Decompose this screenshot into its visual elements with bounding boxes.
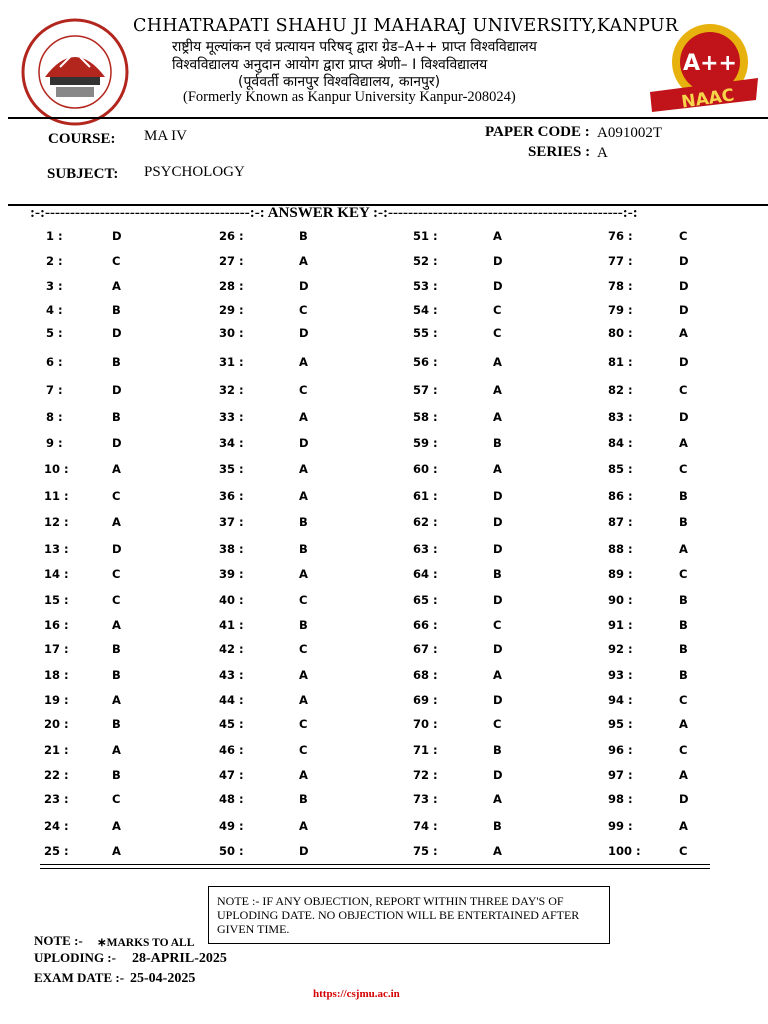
question-number: 28 : <box>219 279 244 293</box>
header-divider <box>8 117 768 119</box>
answer-option: C <box>493 326 502 340</box>
answer-option: B <box>112 410 121 424</box>
answer-option: A <box>112 462 121 476</box>
answer-option: B <box>112 768 121 782</box>
question-number: 97 : <box>608 768 633 782</box>
question-number: 79 : <box>608 303 633 317</box>
question-number: 62 : <box>413 515 438 529</box>
answer-option: A <box>493 383 502 397</box>
question-number: 21 : <box>44 743 69 757</box>
answer-option: A <box>299 668 308 682</box>
question-number: 50 : <box>219 844 244 858</box>
question-number: 74 : <box>413 819 438 833</box>
question-number: 10 : <box>44 462 69 476</box>
answer-option: C <box>112 792 121 806</box>
answer-option: B <box>112 642 121 656</box>
answer-option: C <box>679 462 688 476</box>
answer-option: B <box>493 743 502 757</box>
answer-option: D <box>112 326 122 340</box>
question-number: 48 : <box>219 792 244 806</box>
question-number: 81 : <box>608 355 633 369</box>
answer-option: D <box>493 768 503 782</box>
question-number: 75 : <box>413 844 438 858</box>
question-number: 2 : <box>46 254 63 268</box>
question-number: 91 : <box>608 618 633 632</box>
question-number: 88 : <box>608 542 633 556</box>
answer-option: B <box>299 515 308 529</box>
answer-option: C <box>112 254 121 268</box>
question-number: 95 : <box>608 717 633 731</box>
question-number: 63 : <box>413 542 438 556</box>
question-number: 55 : <box>413 326 438 340</box>
series-value: A <box>597 145 608 161</box>
answer-option: B <box>112 717 121 731</box>
answer-option: D <box>493 254 503 268</box>
question-number: 44 : <box>219 693 244 707</box>
question-number: 16 : <box>44 618 69 632</box>
answer-option: C <box>299 743 308 757</box>
question-number: 1 : <box>46 229 63 243</box>
question-number: 64 : <box>413 567 438 581</box>
question-number: 85 : <box>608 462 633 476</box>
exam-date-label: EXAM DATE :- <box>34 970 125 985</box>
question-number: 77 : <box>608 254 633 268</box>
question-number: 52 : <box>413 254 438 268</box>
answer-option: D <box>679 303 689 317</box>
question-number: 39 : <box>219 567 244 581</box>
answer-option: A <box>493 792 502 806</box>
grid-bottom-rule <box>40 864 710 865</box>
question-number: 17 : <box>44 642 69 656</box>
answer-option: A <box>299 254 308 268</box>
question-number: 83 : <box>608 410 633 424</box>
grid-bottom-rule-2 <box>40 868 710 869</box>
question-number: 45 : <box>219 717 244 731</box>
question-number: 49 : <box>219 819 244 833</box>
question-number: 54 : <box>413 303 438 317</box>
answer-option: A <box>493 462 502 476</box>
answer-option: C <box>679 229 688 243</box>
naac-badge <box>648 20 758 120</box>
answer-option: A <box>679 542 688 556</box>
answer-option: A <box>299 462 308 476</box>
question-number: 24 : <box>44 819 69 833</box>
answer-option: A <box>112 279 121 293</box>
question-number: 3 : <box>46 279 63 293</box>
question-number: 76 : <box>608 229 633 243</box>
answer-option: B <box>493 567 502 581</box>
answer-option: D <box>112 229 122 243</box>
answer-option: B <box>679 593 688 607</box>
question-number: 41 : <box>219 618 244 632</box>
question-number: 98 : <box>608 792 633 806</box>
question-number: 19 : <box>44 693 69 707</box>
naac-label: NAAC <box>680 85 736 113</box>
question-number: 14 : <box>44 567 69 581</box>
footer-note-label: NOTE :- <box>34 933 83 948</box>
question-number: 58 : <box>413 410 438 424</box>
uploading-date: 28-APRIL-2025 <box>132 951 227 966</box>
question-number: 53 : <box>413 279 438 293</box>
answer-option: B <box>112 355 121 369</box>
question-number: 82 : <box>608 383 633 397</box>
answer-option: C <box>679 567 688 581</box>
answer-option: A <box>112 844 121 858</box>
answer-option: A <box>299 693 308 707</box>
course-label: COURSE: <box>48 131 116 147</box>
objection-note-box: NOTE :- IF ANY OBJECTION, REPORT WITHIN THREE DAY'S OF UPLODING DATE. NO OBJECTION WILL BE ENTERTAINED AFTER GIVEN TIME. <box>208 886 610 944</box>
answer-option: D <box>112 436 122 450</box>
question-number: 11 : <box>44 489 69 503</box>
answer-option: D <box>679 254 689 268</box>
answer-option: C <box>299 642 308 656</box>
answer-option: C <box>299 383 308 397</box>
answer-option: D <box>493 489 503 503</box>
answer-option: C <box>112 489 121 503</box>
question-number: 57 : <box>413 383 438 397</box>
question-number: 18 : <box>44 668 69 682</box>
question-number: 34 : <box>219 436 244 450</box>
question-number: 7 : <box>46 383 63 397</box>
question-number: 87 : <box>608 515 633 529</box>
exam-date-value: 25-04-2025 <box>130 971 196 986</box>
question-number: 100 : <box>608 844 641 858</box>
answer-option: B <box>493 436 502 450</box>
question-number: 72 : <box>413 768 438 782</box>
answer-option: A <box>112 693 121 707</box>
question-number: 40 : <box>219 593 244 607</box>
course-value: MA IV <box>144 128 187 144</box>
question-number: 25 : <box>44 844 69 858</box>
answer-option: D <box>493 279 503 293</box>
paper-code-label: PAPER CODE : <box>485 124 590 140</box>
answer-option: C <box>679 693 688 707</box>
university-logo <box>20 17 130 127</box>
answer-option: A <box>679 768 688 782</box>
answer-option: B <box>493 819 502 833</box>
question-number: 9 : <box>46 436 63 450</box>
answer-option: B <box>299 792 308 806</box>
answer-option: D <box>299 844 309 858</box>
answer-option: D <box>112 542 122 556</box>
question-number: 42 : <box>219 642 244 656</box>
university-name: CHHATRAPATI SHAHU JI MAHARAJ UNIVERSITY,KANPUR <box>133 16 679 36</box>
answer-option: B <box>679 515 688 529</box>
answer-option: A <box>299 355 308 369</box>
answer-option: B <box>299 542 308 556</box>
answer-option: D <box>299 436 309 450</box>
series-label: SERIES : <box>528 144 591 160</box>
university-website-link[interactable]: https://csjmu.ac.in <box>313 988 400 1000</box>
question-number: 94 : <box>608 693 633 707</box>
answer-option: C <box>112 567 121 581</box>
answer-option: B <box>299 618 308 632</box>
question-number: 26 : <box>219 229 244 243</box>
answer-option: A <box>112 819 121 833</box>
answer-option: D <box>493 642 503 656</box>
answer-option: B <box>679 618 688 632</box>
question-number: 66 : <box>413 618 438 632</box>
answer-option: A <box>679 717 688 731</box>
answer-option: B <box>679 642 688 656</box>
answer-option: A <box>493 355 502 369</box>
answer-key-title: :-:-----------------------------------------:-: ANSWER KEY :-:-----------------------------------------------:-: <box>30 205 638 221</box>
question-number: 27 : <box>219 254 244 268</box>
question-number: 70 : <box>413 717 438 731</box>
question-number: 56 : <box>413 355 438 369</box>
question-number: 73 : <box>413 792 438 806</box>
question-number: 59 : <box>413 436 438 450</box>
answer-option: A <box>299 410 308 424</box>
question-number: 5 : <box>46 326 63 340</box>
question-number: 65 : <box>413 593 438 607</box>
question-number: 96 : <box>608 743 633 757</box>
answer-option: A <box>112 618 121 632</box>
question-number: 51 : <box>413 229 438 243</box>
answer-option: A <box>493 668 502 682</box>
question-number: 33 : <box>219 410 244 424</box>
naac-grade: A++ <box>683 51 737 76</box>
answer-option: A <box>299 489 308 503</box>
answer-option: C <box>679 844 688 858</box>
question-number: 35 : <box>219 462 244 476</box>
answer-option: C <box>679 383 688 397</box>
uploading-label: UPLODING :- <box>34 950 116 965</box>
answer-option: B <box>679 489 688 503</box>
question-number: 61 : <box>413 489 438 503</box>
answer-option: C <box>493 618 502 632</box>
answer-option: A <box>493 844 502 858</box>
answer-option: B <box>112 303 121 317</box>
answer-option: D <box>112 383 122 397</box>
question-number: 71 : <box>413 743 438 757</box>
question-number: 30 : <box>219 326 244 340</box>
answer-option: A <box>493 410 502 424</box>
ugc-line: विश्वविद्यालय अनुदान आयोग द्वारा प्राप्त श्रेणी– I विश्वविद्यालय <box>172 57 488 73</box>
question-number: 15 : <box>44 593 69 607</box>
answer-option: A <box>679 819 688 833</box>
answer-option: A <box>299 819 308 833</box>
answer-option: D <box>679 410 689 424</box>
answer-option: D <box>493 593 503 607</box>
question-number: 99 : <box>608 819 633 833</box>
formerly-hindi-line: (पूर्ववर्ती कानपुर विश्वविद्यालय, कानपुर) <box>238 74 441 90</box>
answer-option: C <box>112 593 121 607</box>
answer-option: A <box>679 436 688 450</box>
question-number: 90 : <box>608 593 633 607</box>
formerly-english-line: (Formerly Known as Kanpur University Kanpur-208024) <box>183 89 516 105</box>
answer-option: A <box>679 326 688 340</box>
accreditation-line: राष्ट्रीय मूल्यांकन एवं प्रत्यायन परिषद् द्वारा ग्रेड–A++ प्राप्त विश्वविद्यालय <box>172 39 537 55</box>
answer-option: D <box>299 279 309 293</box>
question-number: 8 : <box>46 410 63 424</box>
answer-option: C <box>493 717 502 731</box>
question-number: 84 : <box>608 436 633 450</box>
answer-option: D <box>493 515 503 529</box>
question-number: 68 : <box>413 668 438 682</box>
answer-option: D <box>493 693 503 707</box>
question-number: 92 : <box>608 642 633 656</box>
question-number: 4 : <box>46 303 63 317</box>
answer-option: C <box>299 717 308 731</box>
question-number: 89 : <box>608 567 633 581</box>
answer-option: C <box>679 743 688 757</box>
answer-option: A <box>299 768 308 782</box>
question-number: 80 : <box>608 326 633 340</box>
answer-option: C <box>299 593 308 607</box>
question-number: 67 : <box>413 642 438 656</box>
question-number: 47 : <box>219 768 244 782</box>
question-number: 32 : <box>219 383 244 397</box>
question-number: 37 : <box>219 515 244 529</box>
question-number: 22 : <box>44 768 69 782</box>
question-number: 13 : <box>44 542 69 556</box>
answer-option: A <box>493 229 502 243</box>
answer-option: B <box>679 668 688 682</box>
question-number: 43 : <box>219 668 244 682</box>
answer-option: B <box>112 668 121 682</box>
question-number: 38 : <box>219 542 244 556</box>
answer-option: A <box>112 743 121 757</box>
question-number: 23 : <box>44 792 69 806</box>
question-number: 46 : <box>219 743 244 757</box>
question-number: 36 : <box>219 489 244 503</box>
question-number: 78 : <box>608 279 633 293</box>
footer-note-value: ∗MARKS TO ALL <box>97 937 195 949</box>
answer-option: B <box>299 229 308 243</box>
question-number: 86 : <box>608 489 633 503</box>
answer-option: D <box>493 542 503 556</box>
answer-option: D <box>679 355 689 369</box>
question-number: 6 : <box>46 355 63 369</box>
question-number: 12 : <box>44 515 69 529</box>
subject-value: PSYCHOLOGY <box>144 164 245 180</box>
answer-option: C <box>493 303 502 317</box>
question-number: 60 : <box>413 462 438 476</box>
answer-option: D <box>679 792 689 806</box>
question-number: 69 : <box>413 693 438 707</box>
answer-option: D <box>679 279 689 293</box>
question-number: 93 : <box>608 668 633 682</box>
question-number: 31 : <box>219 355 244 369</box>
answer-option: A <box>299 567 308 581</box>
answer-option: D <box>299 326 309 340</box>
answer-option: A <box>112 515 121 529</box>
paper-code-value: A091002T <box>597 125 662 141</box>
question-number: 29 : <box>219 303 244 317</box>
question-number: 20 : <box>44 717 69 731</box>
subject-label: SUBJECT: <box>47 166 119 182</box>
answer-option: C <box>299 303 308 317</box>
